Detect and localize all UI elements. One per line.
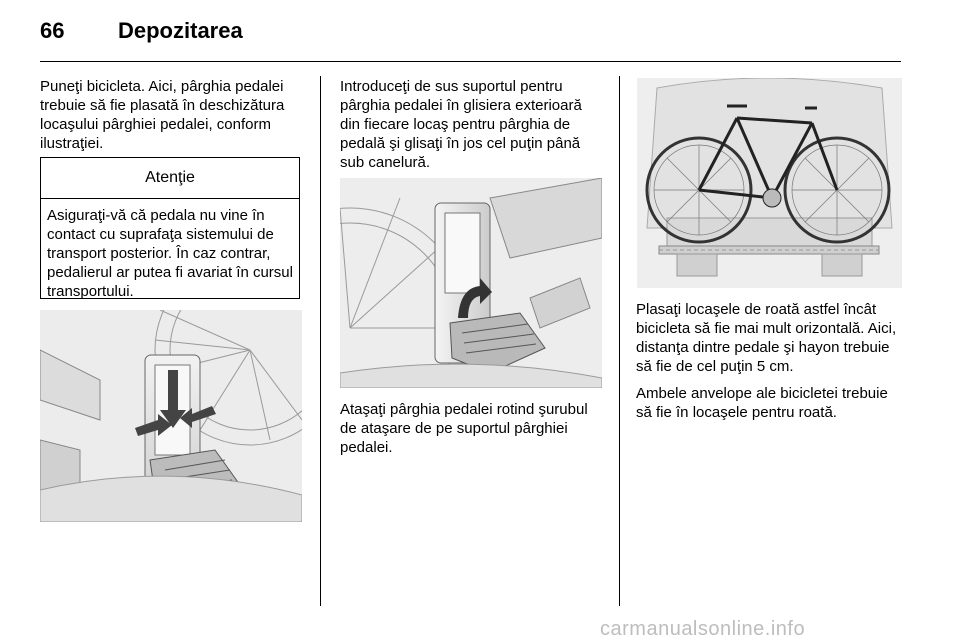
column-3-paragraph-2: Ambele anvelope ale bicicletei trebuie să fie în locaşele pentru roată. xyxy=(636,385,888,421)
column-divider-1 xyxy=(320,76,321,606)
warning-box xyxy=(40,157,300,299)
watermark: carmanualsonline.info xyxy=(600,618,806,640)
illustration-pedal-in-holder xyxy=(40,310,302,522)
column-3-paragraph-1: Plasaţi locaşele de roată astfel încât bicicleta să fie mai mult orizontală. Aici, distanţa dintre pedale şi hayon trebuie să fie de cel puţin 5 cm. xyxy=(636,301,897,375)
illustration-attach-pedal-lever xyxy=(340,178,602,388)
column-2-text-bottom xyxy=(340,400,605,465)
header-rule xyxy=(40,61,901,62)
warning-body: Asiguraţi-vă că pedala nu vine în contact cu suprafaţa sistemului de transport posterior. În caz contrar, pedalierul ar putea fi avariat în cursul transportului. xyxy=(47,207,293,300)
column-2-paragraph-1: Introduceţi de sus suportul pentru pârghia pedalei în glisiera exterioară din fiecare locaş pentru pârghia de pedală şi glisaţi în jos cel puţin până sub canelură. xyxy=(340,78,582,171)
page-title: Depozitarea xyxy=(118,18,243,43)
column-1-text xyxy=(40,77,305,161)
column-1-paragraph: Puneţi bicicleta. Aici, pârghia pedalei trebuie să fie plasată în deschizătura locaşului pârghiei pedalei, conform ilustraţiei. xyxy=(40,78,285,152)
column-3-text xyxy=(636,300,901,430)
column-divider-2 xyxy=(619,76,620,606)
column-2-text-top xyxy=(340,77,605,180)
column-2-paragraph-2: Ataşaţi pârghia pedalei rotind şurubul de ataşare de pe suportul pârghiei pedalei. xyxy=(340,401,588,456)
warning-title: Atenţie xyxy=(41,158,299,199)
illustration-bicycle-on-carrier xyxy=(637,78,902,288)
page-number: 66 xyxy=(40,18,65,43)
